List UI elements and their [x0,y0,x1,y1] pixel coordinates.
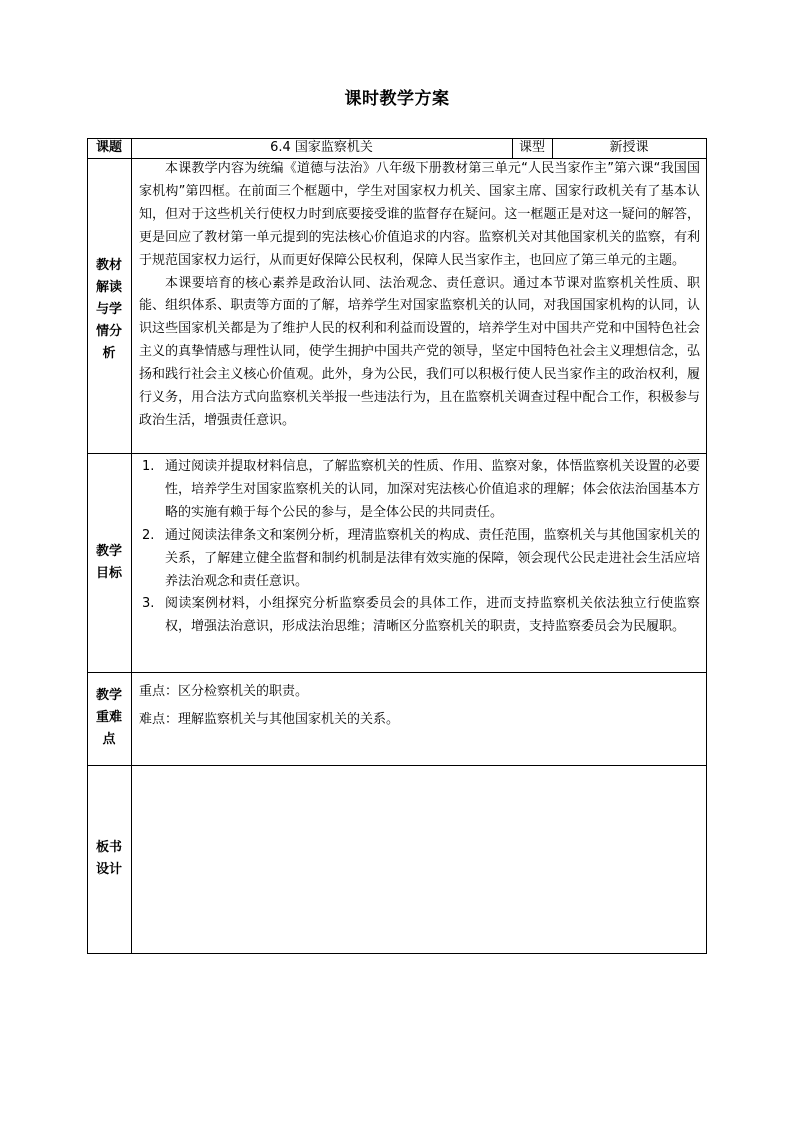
page-title: 课时教学方案 [344,89,450,109]
key-points-label-line: 点 [102,732,116,747]
topic-value: 6.4 国家监察机关 [270,140,373,155]
objectives-label-line: 教学 [95,544,122,559]
objective-number: 2. [142,527,155,543]
analysis-label-line: 与学 [95,302,122,317]
objective-number: 1. [142,459,155,474]
key-points-label [87,685,131,751]
objective-item [139,456,700,525]
analysis-label-line: 情分 [95,324,122,339]
analysis-label-line: 析 [102,346,116,361]
board-design-label [87,837,131,881]
key-points-content [139,678,700,734]
analysis-label [87,255,131,365]
objective-item [139,525,700,594]
lesson-plan-table [87,138,707,954]
table-row-divider [87,453,707,454]
key-points-label-line: 重难 [95,710,122,725]
objective-text: 通过阅读并提取材料信息，了解监察机关的性质、作用、监察对象，体悟监察机关设置的必要性，培养学生对国家监察机关的认同，加深对宪法核心价值追求的理解；体会依法治国基本方略的实施有赖于每个公民的参与，是全体公民的共同责任。 [165,459,700,520]
topic-label: 课题 [95,140,122,155]
objective-number: 3. [142,596,155,612]
board-design-area [132,766,706,953]
analysis-paragraph: 本课教学内容为统编《道德与法治》八年级下册教材第三单元“人民当家作主”第六课“我国国家机构”第四框。在前面三个框题中，学生对国家权力机关、国家主席、国家行政机关有了基本认知，但对于这些机关行使权力时到底要接受谁的监督存在疑问。这一框题正是对这一疑问的解答，更是回应了教材第一单元提到的宪法核心价值追求的内容。监察机关对其他国家机关的监察，有利于规范国家权力运行，从而更好保障公民权利，保障人民当家作主，也回应了第三单元的主题。 [139,161,700,268]
table-border-bottom [87,953,707,954]
analysis-paragraph: 本课要培育的核心素养是政治认同、法治观念、责任意识。通过本节课对监察机关性质、职能、组织体系、职责等方面的了解，培养学生对国家监察机关的认同，对我国国家机构的认同，认识这些国家机关都是为了维护人民的权利和利益而设置的，培养学生对中国共产党和中国特色社会主义的真挚情感与理性认同，使学生拥护中国共产党的领导，坚定中国特色社会主义理想信念，弘扬和践行社会主义核心价值观。此外，身为公民，我们可以积极行使人民当家作主的政治权利，履行义务，用合法方式向监察机关举报一些违法行为，且在监察机关调查过程中配合工作，积极参与政治生活，增强责任意识。 [139,275,700,428]
objective-item [139,593,700,639]
objective-text: 通过阅读法律条文和案例分析，理清监察机关的构成、责任范围，监察机关与其他国家机关的关系，了解建立健全监督和制约机制是法律有效实施的保障，领会现代公民走进社会生活应培养法治观念和责任意识。 [165,527,700,589]
objectives-label-line: 目标 [95,566,122,581]
difficult-point-text: 难点：理解监察机关与其他国家机关的关系。 [139,712,400,727]
table-row-divider [87,672,707,673]
analysis-content [139,158,700,433]
board-design-label-line: 板书 [95,840,122,855]
objectives-list [139,456,700,639]
key-point-text: 重点：区分检察机关的职责。 [139,684,309,699]
board-design-label-line: 设计 [95,862,122,877]
objectives-content [139,456,700,639]
lesson-type-label: 课型 [518,140,545,155]
key-points-label-line: 教学 [95,688,122,703]
analysis-label-line: 解读 [95,280,122,295]
analysis-label-line: 教材 [95,258,122,273]
objectives-label [87,541,131,585]
lesson-type-value: 新授课 [609,140,649,155]
table-border-right [706,138,707,954]
objective-text: 阅读案例材料，小组探究分析监察委员会的具体工作，进而支持监察机关依法独立行使监察权，增强法治意识，形成法治思维；清晰区分监察机关的职责，支持监察委员会为民履职。 [165,596,700,635]
